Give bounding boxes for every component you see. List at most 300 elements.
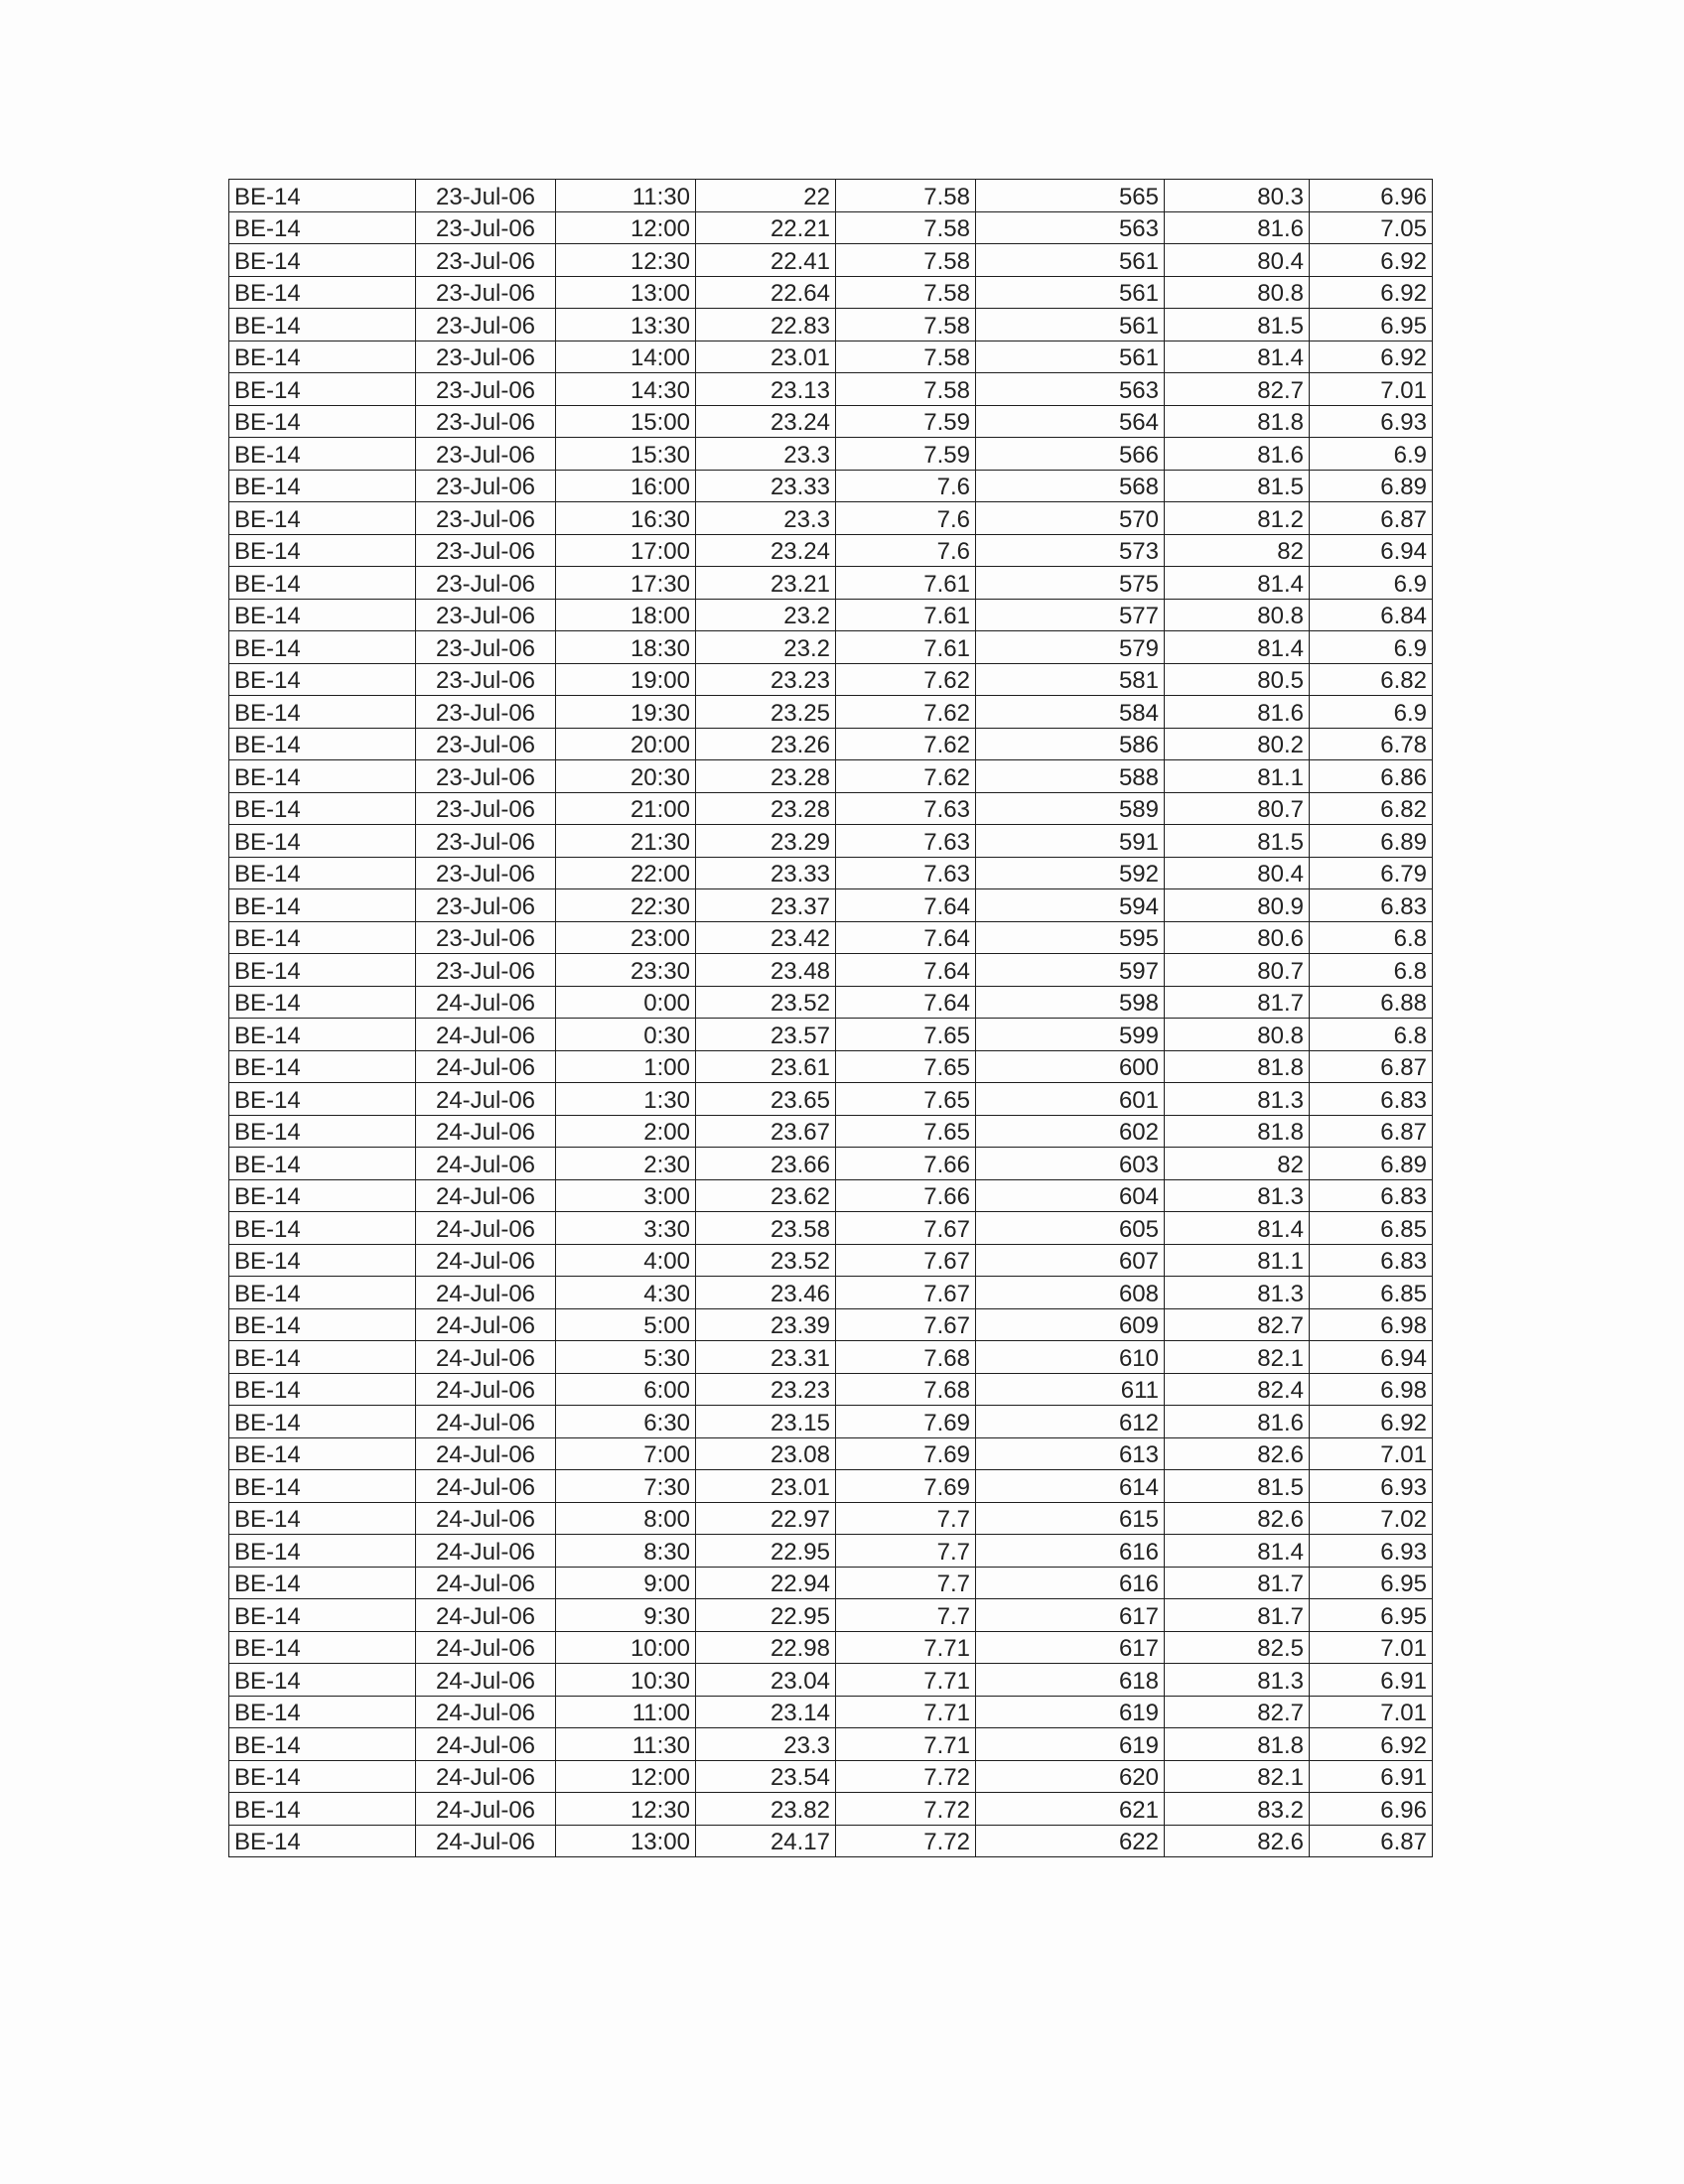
data-table <box>228 179 1433 1857</box>
value-a-cell: 24.17 <box>696 1825 836 1857</box>
value-b-cell: 7.6 <box>836 470 976 502</box>
table-row <box>229 1308 1433 1341</box>
date-cell: 24-Jul-06 <box>416 1373 556 1406</box>
date-cell: 24-Jul-06 <box>416 986 556 1019</box>
time-cell: 1:30 <box>556 1083 696 1116</box>
value-b-cell: 7.63 <box>836 857 976 889</box>
value-b-cell: 7.7 <box>836 1599 976 1632</box>
time-cell: 4:30 <box>556 1277 696 1309</box>
value-b-cell: 7.64 <box>836 954 976 987</box>
value-e-cell: 6.98 <box>1310 1373 1433 1406</box>
value-d-cell: 81.1 <box>1165 760 1310 793</box>
table-body <box>229 180 1433 1857</box>
station-id-cell: BE-14 <box>229 211 416 244</box>
table-row <box>229 470 1433 502</box>
table-row <box>229 1631 1433 1664</box>
time-cell: 16:00 <box>556 470 696 502</box>
value-c-cell: 592 <box>976 857 1165 889</box>
value-b-cell: 7.71 <box>836 1728 976 1761</box>
value-d-cell: 82.6 <box>1165 1502 1310 1535</box>
date-cell: 24-Jul-06 <box>416 1308 556 1341</box>
value-a-cell: 23.61 <box>696 1050 836 1083</box>
time-cell: 23:00 <box>556 921 696 954</box>
value-c-cell: 573 <box>976 534 1165 567</box>
table-row <box>229 1793 1433 1826</box>
value-d-cell: 80.7 <box>1165 954 1310 987</box>
value-d-cell: 82.5 <box>1165 1631 1310 1664</box>
table-row <box>229 631 1433 664</box>
time-cell: 9:00 <box>556 1567 696 1599</box>
value-e-cell: 6.9 <box>1310 696 1433 729</box>
value-e-cell: 6.95 <box>1310 1599 1433 1632</box>
value-d-cell: 82 <box>1165 534 1310 567</box>
value-a-cell: 23.04 <box>696 1664 836 1697</box>
date-cell: 24-Jul-06 <box>416 1470 556 1503</box>
value-c-cell: 600 <box>976 1050 1165 1083</box>
value-c-cell: 616 <box>976 1567 1165 1599</box>
value-e-cell: 6.94 <box>1310 1341 1433 1374</box>
value-d-cell: 80.5 <box>1165 663 1310 696</box>
value-a-cell: 23.23 <box>696 1373 836 1406</box>
table-row <box>229 1115 1433 1148</box>
value-b-cell: 7.58 <box>836 309 976 341</box>
value-b-cell: 7.71 <box>836 1631 976 1664</box>
value-a-cell: 23.26 <box>696 728 836 760</box>
value-a-cell: 23.24 <box>696 534 836 567</box>
value-e-cell: 6.86 <box>1310 760 1433 793</box>
value-a-cell: 23.52 <box>696 1244 836 1277</box>
value-b-cell: 7.69 <box>836 1470 976 1503</box>
value-d-cell: 80.7 <box>1165 792 1310 825</box>
value-a-cell: 23.39 <box>696 1308 836 1341</box>
time-cell: 11:00 <box>556 1696 696 1728</box>
value-a-cell: 23.52 <box>696 986 836 1019</box>
value-b-cell: 7.65 <box>836 1019 976 1051</box>
station-id-cell: BE-14 <box>229 1179 416 1212</box>
date-cell: 24-Jul-06 <box>416 1631 556 1664</box>
value-a-cell: 23.28 <box>696 792 836 825</box>
time-cell: 13:00 <box>556 1825 696 1857</box>
station-id-cell: BE-14 <box>229 696 416 729</box>
date-cell: 24-Jul-06 <box>416 1760 556 1793</box>
value-a-cell: 23.01 <box>696 1470 836 1503</box>
value-e-cell: 6.92 <box>1310 341 1433 373</box>
time-cell: 0:30 <box>556 1019 696 1051</box>
value-a-cell: 23.46 <box>696 1277 836 1309</box>
table-row <box>229 792 1433 825</box>
value-c-cell: 608 <box>976 1277 1165 1309</box>
table-row <box>229 1470 1433 1503</box>
value-c-cell: 621 <box>976 1793 1165 1826</box>
time-cell: 14:00 <box>556 341 696 373</box>
value-b-cell: 7.72 <box>836 1825 976 1857</box>
value-e-cell: 6.92 <box>1310 1406 1433 1438</box>
table-row <box>229 1373 1433 1406</box>
table-row <box>229 180 1433 212</box>
value-c-cell: 617 <box>976 1631 1165 1664</box>
time-cell: 11:30 <box>556 180 696 212</box>
value-c-cell: 591 <box>976 825 1165 858</box>
value-c-cell: 619 <box>976 1696 1165 1728</box>
date-cell: 23-Jul-06 <box>416 825 556 858</box>
table-row <box>229 728 1433 760</box>
date-cell: 23-Jul-06 <box>416 599 556 631</box>
table-row <box>229 438 1433 471</box>
value-c-cell: 616 <box>976 1535 1165 1568</box>
value-a-cell: 23.3 <box>696 502 836 535</box>
value-d-cell: 82.1 <box>1165 1341 1310 1374</box>
value-c-cell: 594 <box>976 889 1165 922</box>
station-id-cell: BE-14 <box>229 1470 416 1503</box>
time-cell: 21:30 <box>556 825 696 858</box>
value-e-cell: 6.89 <box>1310 1148 1433 1180</box>
value-e-cell: 6.87 <box>1310 1050 1433 1083</box>
value-a-cell: 22.83 <box>696 309 836 341</box>
value-b-cell: 7.68 <box>836 1341 976 1374</box>
value-a-cell: 23.15 <box>696 1406 836 1438</box>
value-b-cell: 7.58 <box>836 373 976 406</box>
value-d-cell: 82 <box>1165 1148 1310 1180</box>
value-e-cell: 6.9 <box>1310 567 1433 600</box>
value-c-cell: 566 <box>976 438 1165 471</box>
date-cell: 23-Jul-06 <box>416 663 556 696</box>
value-c-cell: 561 <box>976 309 1165 341</box>
value-e-cell: 6.92 <box>1310 244 1433 277</box>
value-c-cell: 619 <box>976 1728 1165 1761</box>
station-id-cell: BE-14 <box>229 1406 416 1438</box>
date-cell: 23-Jul-06 <box>416 405 556 438</box>
time-cell: 13:00 <box>556 276 696 309</box>
time-cell: 12:30 <box>556 1793 696 1826</box>
value-a-cell: 23.2 <box>696 599 836 631</box>
value-e-cell: 6.96 <box>1310 1793 1433 1826</box>
value-a-cell: 23.21 <box>696 567 836 600</box>
value-e-cell: 6.83 <box>1310 1083 1433 1116</box>
table-row <box>229 1277 1433 1309</box>
time-cell: 22:00 <box>556 857 696 889</box>
date-cell: 24-Jul-06 <box>416 1019 556 1051</box>
table-row <box>229 1212 1433 1245</box>
time-cell: 9:30 <box>556 1599 696 1632</box>
value-b-cell: 7.7 <box>836 1535 976 1568</box>
value-d-cell: 81.6 <box>1165 696 1310 729</box>
value-a-cell: 23.2 <box>696 631 836 664</box>
time-cell: 23:30 <box>556 954 696 987</box>
value-a-cell: 23.24 <box>696 405 836 438</box>
value-e-cell: 6.8 <box>1310 1019 1433 1051</box>
value-d-cell: 80.2 <box>1165 728 1310 760</box>
table-row <box>229 696 1433 729</box>
value-e-cell: 6.78 <box>1310 728 1433 760</box>
value-d-cell: 81.5 <box>1165 825 1310 858</box>
value-b-cell: 7.64 <box>836 986 976 1019</box>
time-cell: 18:00 <box>556 599 696 631</box>
value-c-cell: 570 <box>976 502 1165 535</box>
value-b-cell: 7.62 <box>836 663 976 696</box>
value-a-cell: 23.23 <box>696 663 836 696</box>
time-cell: 6:00 <box>556 1373 696 1406</box>
value-d-cell: 81.5 <box>1165 309 1310 341</box>
value-b-cell: 7.58 <box>836 341 976 373</box>
value-c-cell: 595 <box>976 921 1165 954</box>
date-cell: 23-Jul-06 <box>416 760 556 793</box>
table-row <box>229 373 1433 406</box>
date-cell: 24-Jul-06 <box>416 1148 556 1180</box>
value-b-cell: 7.64 <box>836 889 976 922</box>
value-d-cell: 81.6 <box>1165 211 1310 244</box>
time-cell: 7:30 <box>556 1470 696 1503</box>
value-e-cell: 7.01 <box>1310 1631 1433 1664</box>
value-a-cell: 23.66 <box>696 1148 836 1180</box>
station-id-cell: BE-14 <box>229 599 416 631</box>
value-c-cell: 597 <box>976 954 1165 987</box>
value-c-cell: 561 <box>976 341 1165 373</box>
date-cell: 24-Jul-06 <box>416 1599 556 1632</box>
value-c-cell: 568 <box>976 470 1165 502</box>
value-c-cell: 579 <box>976 631 1165 664</box>
value-a-cell: 22.21 <box>696 211 836 244</box>
value-d-cell: 80.8 <box>1165 1019 1310 1051</box>
value-b-cell: 7.58 <box>836 244 976 277</box>
value-c-cell: 586 <box>976 728 1165 760</box>
station-id-cell: BE-14 <box>229 663 416 696</box>
table-row <box>229 1760 1433 1793</box>
value-b-cell: 7.61 <box>836 631 976 664</box>
date-cell: 23-Jul-06 <box>416 180 556 212</box>
date-cell: 23-Jul-06 <box>416 567 556 600</box>
value-a-cell: 23.28 <box>696 760 836 793</box>
value-c-cell: 615 <box>976 1502 1165 1535</box>
value-c-cell: 575 <box>976 567 1165 600</box>
value-e-cell: 6.93 <box>1310 405 1433 438</box>
value-b-cell: 7.58 <box>836 276 976 309</box>
value-c-cell: 589 <box>976 792 1165 825</box>
value-d-cell: 80.3 <box>1165 180 1310 212</box>
date-cell: 24-Jul-06 <box>416 1115 556 1148</box>
station-id-cell: BE-14 <box>229 373 416 406</box>
value-b-cell: 7.65 <box>836 1050 976 1083</box>
station-id-cell: BE-14 <box>229 438 416 471</box>
value-b-cell: 7.67 <box>836 1244 976 1277</box>
value-d-cell: 81.6 <box>1165 1406 1310 1438</box>
time-cell: 14:30 <box>556 373 696 406</box>
table-row <box>229 1567 1433 1599</box>
station-id-cell: BE-14 <box>229 1728 416 1761</box>
date-cell: 24-Jul-06 <box>416 1083 556 1116</box>
date-cell: 24-Jul-06 <box>416 1728 556 1761</box>
date-cell: 23-Jul-06 <box>416 954 556 987</box>
value-b-cell: 7.61 <box>836 599 976 631</box>
value-c-cell: 614 <box>976 1470 1165 1503</box>
value-d-cell: 81.5 <box>1165 1470 1310 1503</box>
station-id-cell: BE-14 <box>229 1019 416 1051</box>
value-e-cell: 7.01 <box>1310 1437 1433 1470</box>
time-cell: 19:30 <box>556 696 696 729</box>
station-id-cell: BE-14 <box>229 1535 416 1568</box>
value-a-cell: 23.29 <box>696 825 836 858</box>
value-c-cell: 601 <box>976 1083 1165 1116</box>
value-a-cell: 23.65 <box>696 1083 836 1116</box>
date-cell: 24-Jul-06 <box>416 1664 556 1697</box>
time-cell: 4:00 <box>556 1244 696 1277</box>
value-e-cell: 7.01 <box>1310 1696 1433 1728</box>
value-e-cell: 7.05 <box>1310 211 1433 244</box>
date-cell: 23-Jul-06 <box>416 889 556 922</box>
value-e-cell: 6.83 <box>1310 889 1433 922</box>
value-a-cell: 23.25 <box>696 696 836 729</box>
date-cell: 23-Jul-06 <box>416 857 556 889</box>
station-id-cell: BE-14 <box>229 825 416 858</box>
value-a-cell: 23.82 <box>696 1793 836 1826</box>
value-e-cell: 6.9 <box>1310 631 1433 664</box>
time-cell: 8:00 <box>556 1502 696 1535</box>
value-e-cell: 6.8 <box>1310 954 1433 987</box>
value-b-cell: 7.69 <box>836 1437 976 1470</box>
date-cell: 23-Jul-06 <box>416 211 556 244</box>
time-cell: 1:00 <box>556 1050 696 1083</box>
value-a-cell: 22.98 <box>696 1631 836 1664</box>
value-c-cell: 607 <box>976 1244 1165 1277</box>
value-e-cell: 6.95 <box>1310 309 1433 341</box>
table-row <box>229 986 1433 1019</box>
value-b-cell: 7.69 <box>836 1406 976 1438</box>
value-c-cell: 610 <box>976 1341 1165 1374</box>
value-d-cell: 81.3 <box>1165 1083 1310 1116</box>
table-row <box>229 1535 1433 1568</box>
value-c-cell: 611 <box>976 1373 1165 1406</box>
value-d-cell: 80.9 <box>1165 889 1310 922</box>
time-cell: 15:30 <box>556 438 696 471</box>
station-id-cell: BE-14 <box>229 792 416 825</box>
value-c-cell: 618 <box>976 1664 1165 1697</box>
time-cell: 18:30 <box>556 631 696 664</box>
station-id-cell: BE-14 <box>229 1083 416 1116</box>
station-id-cell: BE-14 <box>229 1277 416 1309</box>
value-c-cell: 584 <box>976 696 1165 729</box>
value-e-cell: 6.96 <box>1310 180 1433 212</box>
station-id-cell: BE-14 <box>229 534 416 567</box>
value-b-cell: 7.59 <box>836 438 976 471</box>
value-e-cell: 6.91 <box>1310 1664 1433 1697</box>
station-id-cell: BE-14 <box>229 1599 416 1632</box>
value-a-cell: 23.14 <box>696 1696 836 1728</box>
value-e-cell: 6.89 <box>1310 825 1433 858</box>
value-d-cell: 81.1 <box>1165 1244 1310 1277</box>
value-e-cell: 6.94 <box>1310 534 1433 567</box>
value-d-cell: 81.4 <box>1165 567 1310 600</box>
value-d-cell: 80.4 <box>1165 857 1310 889</box>
table-row <box>229 567 1433 600</box>
value-b-cell: 7.58 <box>836 211 976 244</box>
value-d-cell: 82.4 <box>1165 1373 1310 1406</box>
value-b-cell: 7.68 <box>836 1373 976 1406</box>
station-id-cell: BE-14 <box>229 1502 416 1535</box>
value-a-cell: 23.37 <box>696 889 836 922</box>
value-e-cell: 6.82 <box>1310 663 1433 696</box>
time-cell: 10:30 <box>556 1664 696 1697</box>
value-b-cell: 7.71 <box>836 1664 976 1697</box>
value-a-cell: 22.95 <box>696 1599 836 1632</box>
value-b-cell: 7.62 <box>836 760 976 793</box>
table-row <box>229 825 1433 858</box>
date-cell: 24-Jul-06 <box>416 1567 556 1599</box>
time-cell: 7:00 <box>556 1437 696 1470</box>
value-d-cell: 81.4 <box>1165 341 1310 373</box>
value-a-cell: 22.41 <box>696 244 836 277</box>
time-cell: 21:00 <box>556 792 696 825</box>
date-cell: 24-Jul-06 <box>416 1437 556 1470</box>
value-c-cell: 620 <box>976 1760 1165 1793</box>
table-row <box>229 244 1433 277</box>
value-e-cell: 6.83 <box>1310 1179 1433 1212</box>
time-cell: 2:00 <box>556 1115 696 1148</box>
date-cell: 24-Jul-06 <box>416 1050 556 1083</box>
value-e-cell: 6.87 <box>1310 502 1433 535</box>
value-d-cell: 82.6 <box>1165 1825 1310 1857</box>
station-id-cell: BE-14 <box>229 502 416 535</box>
value-b-cell: 7.67 <box>836 1212 976 1245</box>
value-d-cell: 81.8 <box>1165 405 1310 438</box>
time-cell: 12:00 <box>556 211 696 244</box>
table-row <box>229 1406 1433 1438</box>
value-a-cell: 23.48 <box>696 954 836 987</box>
value-b-cell: 7.66 <box>836 1148 976 1180</box>
date-cell: 24-Jul-06 <box>416 1341 556 1374</box>
station-id-cell: BE-14 <box>229 1115 416 1148</box>
value-d-cell: 82.7 <box>1165 1308 1310 1341</box>
date-cell: 23-Jul-06 <box>416 696 556 729</box>
date-cell: 23-Jul-06 <box>416 470 556 502</box>
station-id-cell: BE-14 <box>229 180 416 212</box>
value-c-cell: 561 <box>976 276 1165 309</box>
date-cell: 24-Jul-06 <box>416 1244 556 1277</box>
value-e-cell: 6.88 <box>1310 986 1433 1019</box>
value-c-cell: 609 <box>976 1308 1165 1341</box>
value-a-cell: 22.97 <box>696 1502 836 1535</box>
date-cell: 23-Jul-06 <box>416 244 556 277</box>
station-id-cell: BE-14 <box>229 405 416 438</box>
table-row <box>229 1179 1433 1212</box>
date-cell: 23-Jul-06 <box>416 502 556 535</box>
table-row <box>229 954 1433 987</box>
table-row <box>229 1696 1433 1728</box>
value-b-cell: 7.62 <box>836 728 976 760</box>
value-d-cell: 81.7 <box>1165 986 1310 1019</box>
value-e-cell: 6.93 <box>1310 1470 1433 1503</box>
time-cell: 19:00 <box>556 663 696 696</box>
value-d-cell: 82.7 <box>1165 1696 1310 1728</box>
station-id-cell: BE-14 <box>229 1437 416 1470</box>
value-d-cell: 80.8 <box>1165 599 1310 631</box>
value-e-cell: 6.89 <box>1310 470 1433 502</box>
date-cell: 24-Jul-06 <box>416 1212 556 1245</box>
time-cell: 12:00 <box>556 1760 696 1793</box>
value-a-cell: 23.58 <box>696 1212 836 1245</box>
table-row <box>229 534 1433 567</box>
station-id-cell: BE-14 <box>229 276 416 309</box>
value-e-cell: 6.92 <box>1310 1728 1433 1761</box>
station-id-cell: BE-14 <box>229 1148 416 1180</box>
station-id-cell: BE-14 <box>229 1793 416 1826</box>
time-cell: 8:30 <box>556 1535 696 1568</box>
value-b-cell: 7.63 <box>836 792 976 825</box>
value-d-cell: 81.2 <box>1165 502 1310 535</box>
value-e-cell: 6.79 <box>1310 857 1433 889</box>
time-cell: 3:30 <box>556 1212 696 1245</box>
value-c-cell: 561 <box>976 244 1165 277</box>
station-id-cell: BE-14 <box>229 857 416 889</box>
station-id-cell: BE-14 <box>229 889 416 922</box>
